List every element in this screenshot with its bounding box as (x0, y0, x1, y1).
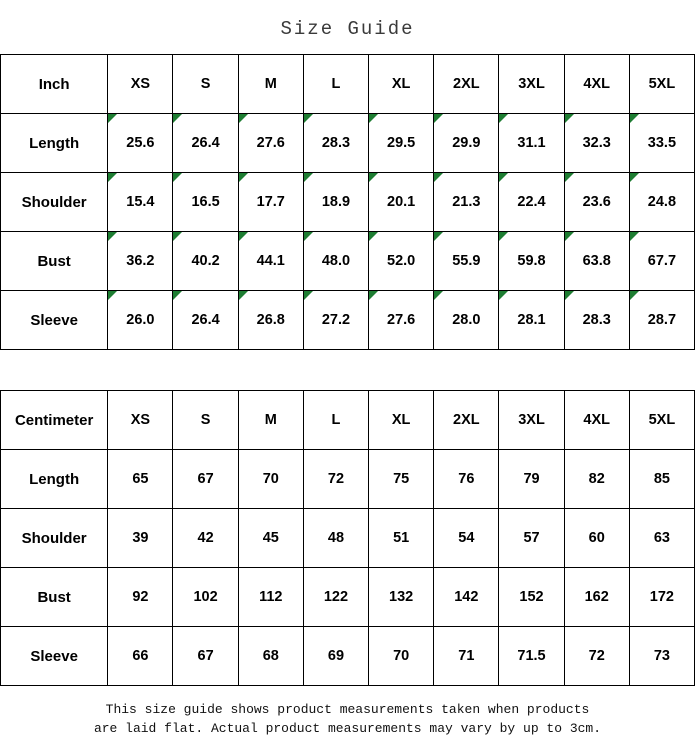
cell-cm-shoulder-s: 42 (173, 509, 238, 568)
size-header-cm-xs: XS (108, 391, 173, 450)
cell-cm-shoulder-xl: 51 (369, 509, 434, 568)
cell-cm-bust-2xl: 142 (434, 568, 499, 627)
cell-sleeve-4xl: 28.3 (564, 291, 629, 350)
size-header-s: S (173, 55, 238, 114)
cell-bust-3xl: 59.8 (499, 232, 564, 291)
cell-length-l: 28.3 (303, 114, 368, 173)
cell-cm-length-2xl: 76 (434, 450, 499, 509)
cell-cm-shoulder-l: 48 (303, 509, 368, 568)
cell-sleeve-m: 26.8 (238, 291, 303, 350)
cell-bust-l: 48.0 (303, 232, 368, 291)
size-header-cm-xl: XL (369, 391, 434, 450)
table-separator (0, 350, 695, 390)
cell-cm-bust-xs: 92 (108, 568, 173, 627)
cell-sleeve-s: 26.4 (173, 291, 238, 350)
cell-sleeve-l: 27.2 (303, 291, 368, 350)
cell-shoulder-xl: 20.1 (369, 173, 434, 232)
cell-length-5xl: 33.5 (629, 114, 694, 173)
size-header-cm-3xl: 3XL (499, 391, 564, 450)
table-row (1, 232, 695, 291)
row-label-bust: Bust (1, 232, 108, 291)
size-header-2xl: 2XL (434, 55, 499, 114)
cell-cm-shoulder-5xl: 63 (629, 509, 694, 568)
cell-shoulder-2xl: 21.3 (434, 173, 499, 232)
row-label-length: Length (1, 114, 108, 173)
size-header-cm-2xl: 2XL (434, 391, 499, 450)
cell-cm-sleeve-s: 67 (173, 627, 238, 686)
size-header-l: L (303, 55, 368, 114)
table-header-row (1, 55, 695, 114)
cell-length-s: 26.4 (173, 114, 238, 173)
cell-bust-5xl: 67.7 (629, 232, 694, 291)
cell-shoulder-xs: 15.4 (108, 173, 173, 232)
cell-sleeve-xs: 26.0 (108, 291, 173, 350)
size-header-xs: XS (108, 55, 173, 114)
cell-bust-m: 44.1 (238, 232, 303, 291)
cell-cm-length-s: 67 (173, 450, 238, 509)
cell-cm-bust-s: 102 (173, 568, 238, 627)
cell-bust-xl: 52.0 (369, 232, 434, 291)
cell-cm-length-m: 70 (238, 450, 303, 509)
cell-cm-length-xl: 75 (369, 450, 434, 509)
cell-shoulder-4xl: 23.6 (564, 173, 629, 232)
cell-cm-shoulder-xs: 39 (108, 509, 173, 568)
row-label-cm-shoulder: Shoulder (1, 509, 108, 568)
cell-cm-length-3xl: 79 (499, 450, 564, 509)
cell-sleeve-5xl: 28.7 (629, 291, 694, 350)
size-header-cm-5xl: 5XL (629, 391, 694, 450)
cell-cm-bust-m: 112 (238, 568, 303, 627)
table-row (1, 568, 695, 627)
size-header-cm-m: M (238, 391, 303, 450)
footnote-line-1: This size guide shows product measurements taken when products (105, 702, 590, 717)
cell-cm-sleeve-2xl: 71 (434, 627, 499, 686)
table-header-row (1, 391, 695, 450)
unit-label-centimeter: Centimeter (1, 391, 108, 450)
cell-cm-shoulder-3xl: 57 (499, 509, 564, 568)
table-row (1, 114, 695, 173)
cell-shoulder-m: 17.7 (238, 173, 303, 232)
unit-label-inch: Inch (1, 55, 108, 114)
cell-cm-sleeve-l: 69 (303, 627, 368, 686)
cell-shoulder-5xl: 24.8 (629, 173, 694, 232)
size-header-4xl: 4XL (564, 55, 629, 114)
cell-cm-bust-5xl: 172 (629, 568, 694, 627)
cell-cm-shoulder-2xl: 54 (434, 509, 499, 568)
cell-shoulder-l: 18.9 (303, 173, 368, 232)
row-label-cm-bust: Bust (1, 568, 108, 627)
cell-cm-sleeve-3xl: 71.5 (499, 627, 564, 686)
cell-bust-4xl: 63.8 (564, 232, 629, 291)
cell-sleeve-3xl: 28.1 (499, 291, 564, 350)
size-header-cm-4xl: 4XL (564, 391, 629, 450)
cell-length-4xl: 32.3 (564, 114, 629, 173)
row-label-sleeve: Sleeve (1, 291, 108, 350)
cell-length-2xl: 29.9 (434, 114, 499, 173)
cell-cm-sleeve-5xl: 73 (629, 627, 694, 686)
cell-cm-bust-3xl: 152 (499, 568, 564, 627)
size-header-5xl: 5XL (629, 55, 694, 114)
size-table-centimeter (0, 390, 695, 686)
cell-cm-length-5xl: 85 (629, 450, 694, 509)
cell-cm-bust-xl: 132 (369, 568, 434, 627)
cell-cm-sleeve-xl: 70 (369, 627, 434, 686)
cell-length-xs: 25.6 (108, 114, 173, 173)
size-header-cm-l: L (303, 391, 368, 450)
table-row (1, 450, 695, 509)
cell-cm-bust-4xl: 162 (564, 568, 629, 627)
size-header-m: M (238, 55, 303, 114)
size-header-xl: XL (369, 55, 434, 114)
cell-length-3xl: 31.1 (499, 114, 564, 173)
size-table-inch (0, 54, 695, 350)
row-label-cm-sleeve: Sleeve (1, 627, 108, 686)
size-header-3xl: 3XL (499, 55, 564, 114)
footnote (0, 686, 695, 738)
footnote-line-2: are laid flat. Actual product measurements may vary by up to 3cm. (93, 721, 602, 736)
row-label-cm-length: Length (1, 450, 108, 509)
cell-cm-length-l: 72 (303, 450, 368, 509)
table-row (1, 291, 695, 350)
cell-length-m: 27.6 (238, 114, 303, 173)
cell-cm-length-xs: 65 (108, 450, 173, 509)
cell-shoulder-s: 16.5 (173, 173, 238, 232)
table-row (1, 173, 695, 232)
table-row (1, 627, 695, 686)
page-title: Size Guide (280, 18, 415, 40)
cell-sleeve-2xl: 28.0 (434, 291, 499, 350)
cell-bust-2xl: 55.9 (434, 232, 499, 291)
cell-cm-sleeve-m: 68 (238, 627, 303, 686)
cell-cm-shoulder-m: 45 (238, 509, 303, 568)
size-header-cm-s: S (173, 391, 238, 450)
cell-sleeve-xl: 27.6 (369, 291, 434, 350)
cell-cm-sleeve-4xl: 72 (564, 627, 629, 686)
cell-length-xl: 29.5 (369, 114, 434, 173)
cell-cm-shoulder-4xl: 60 (564, 509, 629, 568)
row-label-shoulder: Shoulder (1, 173, 108, 232)
cell-bust-xs: 36.2 (108, 232, 173, 291)
cell-bust-s: 40.2 (173, 232, 238, 291)
cell-shoulder-3xl: 22.4 (499, 173, 564, 232)
cell-cm-bust-l: 122 (303, 568, 368, 627)
cell-cm-length-4xl: 82 (564, 450, 629, 509)
table-row (1, 509, 695, 568)
cell-cm-sleeve-xs: 66 (108, 627, 173, 686)
